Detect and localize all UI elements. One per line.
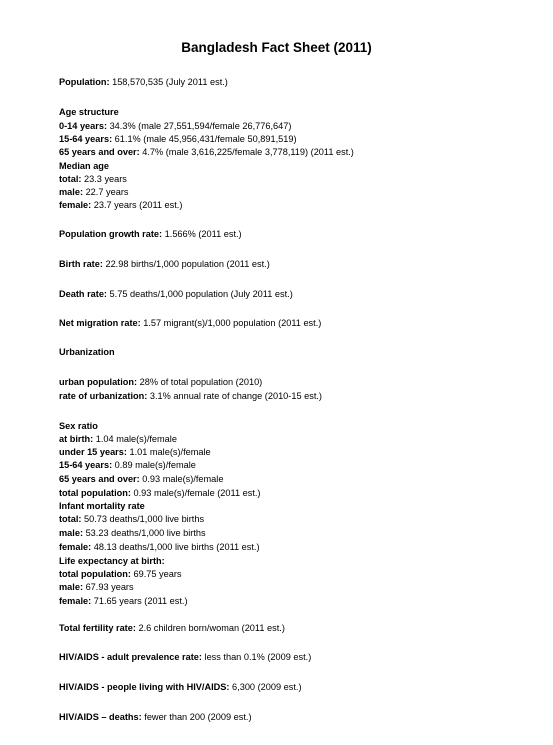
fact-line [59, 288, 293, 300]
fact-value: 67.93 years [83, 582, 134, 592]
fact-value: 158,570,535 (July 2011 est.) [109, 77, 228, 87]
fact-label: Birth rate: [59, 259, 103, 269]
fact-line [59, 622, 285, 634]
fact-label: urban population: [59, 377, 138, 387]
fact-line [59, 76, 228, 88]
fact-value: 22.7 years [83, 187, 129, 197]
fact-label: 65 years and over: [59, 474, 140, 484]
fact-label: Infant mortality rate [59, 501, 145, 511]
fact-line [59, 513, 204, 525]
fact-label: rate of urbanization: [59, 391, 148, 401]
fact-label: Sex ratio [59, 421, 98, 431]
fact-line [59, 651, 311, 663]
fact-label: 0-14 years: [59, 121, 108, 131]
fact-label: total population: [59, 569, 131, 579]
fact-line [59, 568, 182, 580]
fact-line [59, 527, 206, 539]
fact-label: total population: [59, 488, 131, 498]
fact-label: male: [59, 187, 84, 197]
fact-value: 5.75 deaths/1,000 population (July 2011 est.) [107, 289, 293, 299]
fact-line [59, 186, 128, 198]
fact-label: Total fertility rate: [59, 623, 136, 633]
fact-label: total: [59, 174, 82, 184]
fact-line [59, 390, 322, 402]
fact-label: female: [59, 542, 92, 552]
fact-line [59, 681, 302, 693]
fact-value: 28% of total population (2010) [137, 377, 263, 387]
fact-label: male: [59, 582, 84, 592]
fact-value: 34.3% (male 27,551,594/female 26,776,647) [107, 121, 292, 131]
fact-value: 1.01 male(s)/female [126, 447, 211, 457]
fact-label: Urbanization [59, 347, 115, 357]
fact-label: Age structure [59, 107, 119, 117]
fact-line [59, 433, 177, 445]
fact-value: 53.23 deaths/1,000 live births [83, 528, 206, 538]
fact-value: fewer than 200 (2009 est.) [141, 712, 252, 722]
fact-label: Population: [59, 77, 110, 87]
fact-label: 65 years and over: [59, 147, 140, 157]
fact-value: 22.98 births/1,000 population (2011 est.) [102, 259, 270, 269]
fact-value: less than 0.1% (2009 est.) [201, 652, 312, 662]
fact-line [59, 581, 134, 593]
fact-value: 3.1% annual rate of change (2010-15 est.) [147, 391, 322, 401]
fact-line [59, 500, 145, 512]
fact-label: female: [59, 200, 92, 210]
fact-line [59, 106, 119, 118]
fact-line [59, 487, 260, 499]
fact-line [59, 711, 252, 723]
fact-label: at birth: [59, 434, 94, 444]
fact-line [59, 473, 223, 485]
fact-line [59, 459, 196, 471]
fact-line [59, 146, 354, 158]
fact-label: Death rate: [59, 289, 107, 299]
fact-label: Median age [59, 161, 110, 171]
fact-label: female: [59, 596, 92, 606]
fact-label: HIV/AIDS - adult prevalence rate: [59, 652, 202, 662]
fact-line [59, 228, 242, 240]
fact-line [59, 120, 291, 132]
fact-value: 23.7 years (2011 est.) [91, 200, 183, 210]
fact-value: 1.566% (2011 est.) [162, 229, 242, 239]
fact-line [59, 133, 297, 145]
fact-line [59, 317, 321, 329]
fact-label: HIV/AIDS – deaths: [59, 712, 142, 722]
fact-line [59, 258, 270, 270]
fact-label: 15-64 years: [59, 134, 113, 144]
fact-label: Net migration rate: [59, 318, 141, 328]
page-title: Bangladesh Fact Sheet (2011) [181, 40, 372, 55]
fact-value: 23.3 years [81, 174, 127, 184]
fact-label: 15-64 years: [59, 460, 113, 470]
fact-label: HIV/AIDS - people living with HIV/AIDS: [59, 682, 230, 692]
fact-value: 71.65 years (2011 est.) [91, 596, 188, 606]
fact-value: 1.04 male(s)/female [93, 434, 177, 444]
fact-line [59, 595, 188, 607]
fact-line [59, 376, 262, 388]
fact-value: 0.93 male(s)/female [139, 474, 224, 484]
fact-line [59, 555, 165, 567]
fact-value: 48.13 deaths/1,000 live births (2011 est.) [91, 542, 260, 552]
fact-value: 69.75 years [130, 569, 182, 579]
fact-value: 61.1% (male 45,956,431/female 50,891,519) [112, 134, 297, 144]
fact-label: total: [59, 514, 82, 524]
fact-line [59, 173, 127, 185]
fact-line [59, 541, 260, 553]
fact-label: under 15 years: [59, 447, 127, 457]
fact-value: 6,300 (2009 est.) [229, 682, 302, 692]
fact-value: 0.93 male(s)/female (2011 est.) [130, 488, 261, 498]
fact-value: 4.7% (male 3,616,225/female 3,778,119) (2011 est.) [139, 147, 354, 157]
fact-label: Life expectancy at birth: [59, 556, 165, 566]
fact-line [59, 346, 115, 358]
fact-value: 2.6 children born/woman (2011 est.) [135, 623, 285, 633]
fact-label: male: [59, 528, 84, 538]
fact-line [59, 446, 211, 458]
fact-value: 0.89 male(s)/female [112, 460, 196, 470]
fact-line [59, 199, 182, 211]
fact-value: 1.57 migrant(s)/1,000 population (2011 est.) [140, 318, 322, 328]
fact-value: 50.73 deaths/1,000 live births [81, 514, 205, 524]
fact-line [59, 160, 109, 172]
fact-line [59, 420, 98, 432]
fact-label: Population growth rate: [59, 229, 163, 239]
